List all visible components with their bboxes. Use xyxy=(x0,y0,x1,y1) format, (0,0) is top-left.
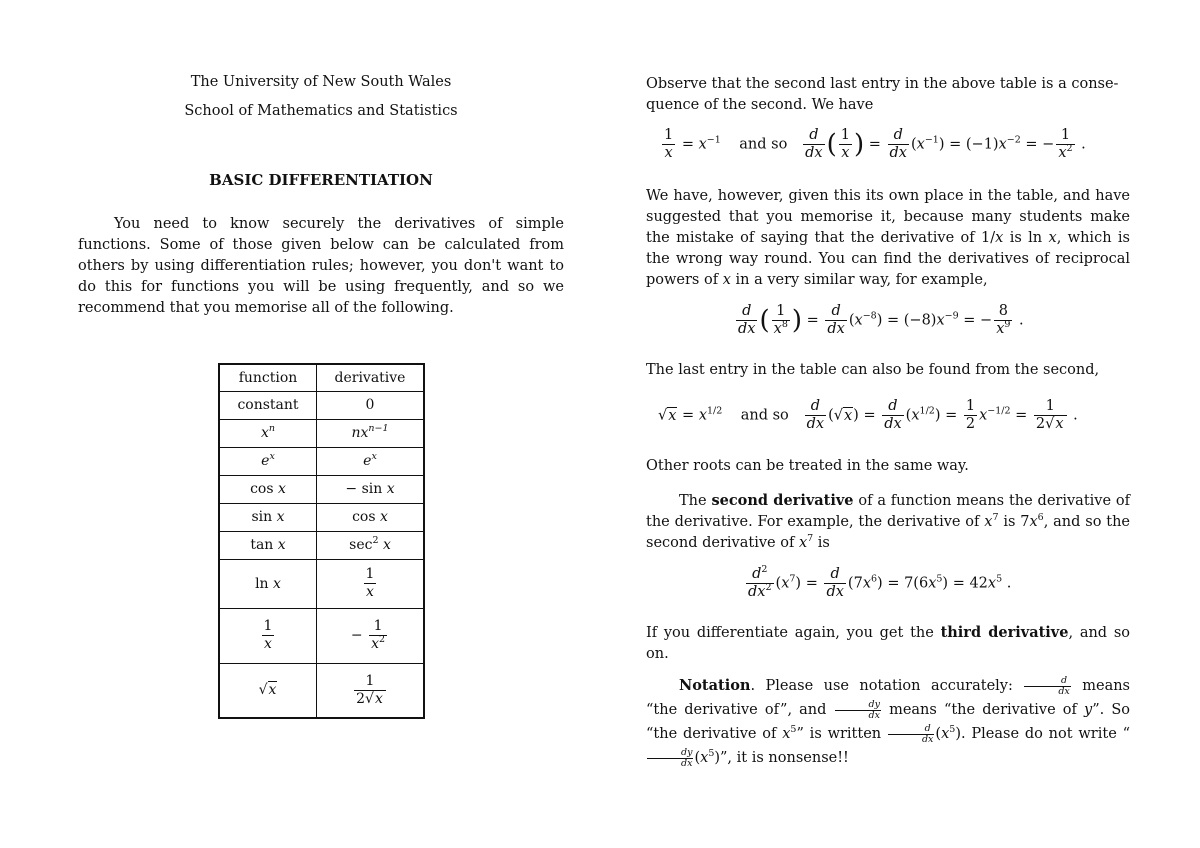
paragraph-other-roots: Other roots can be treated in the same way. xyxy=(646,458,969,474)
school-name: School of Mathematics and Statistics xyxy=(184,103,458,119)
table-cell: 0 xyxy=(317,391,425,419)
table-cell: $e^x$ xyxy=(317,447,425,475)
table-cell: $\sec^2 x$ xyxy=(317,531,425,559)
table-cell: $nx^{n-1}$ xyxy=(317,419,425,447)
and-so-text: and so xyxy=(739,136,788,153)
table-cell: sin x xyxy=(219,503,317,531)
intro-paragraph: You need to know securely the derivatives of simple functions. Some of those given below can be calculated from others by using differentiation rules; however, you don't want to do this for functions you will be using frequently, and so we recommend that you memorise all of the following. xyxy=(78,216,564,316)
page-title: BASIC DIFFERENTIATION xyxy=(209,171,433,189)
table-cell: − sin x xyxy=(317,475,425,503)
term-notation: Notation xyxy=(679,677,751,694)
table-cell: constant xyxy=(219,391,317,419)
table-cell: cos x xyxy=(219,475,317,503)
term-second-derivative: second derivative xyxy=(711,492,854,509)
paragraph-observe: Observe that the second last entry in the above table is a conse- quence of the second. We have xyxy=(646,76,1119,113)
table-cell: $\frac{1}{x}$ xyxy=(317,559,425,608)
table-cell: $\frac{1}{2√x}$ xyxy=(317,663,425,718)
paragraph-third-derivative: If you differentiate again, you get the third derivative, and so on. xyxy=(646,624,1130,662)
table-cell: − $\frac{1}{x^2}$ xyxy=(317,608,425,663)
term-third-derivative: third derivative xyxy=(940,624,1069,641)
equation-sqrt: $√x = x^{1/2}$ and so $\frac{d}{dx}$ (√x) = $\frac{d}{dx}$ $(x^{1/2})$ = $\frac{1}{2}$ $x^{-1/2}$ = $\frac{1}{2√x}$ . xyxy=(658,398,1078,432)
university-name: The University of New South Wales xyxy=(190,74,452,90)
table-cell: tan x xyxy=(219,531,317,559)
nonsense-text: nonsense!! xyxy=(768,750,849,766)
paragraph-second-derivative: The second derivative of a function means the derivative of the derivative. For example, the derivative of $x^7$ is $7x^6$, and so the second derivative of $x^7$ is xyxy=(646,492,1131,551)
table-cell: $\frac{1}{x}$ xyxy=(219,608,317,663)
table-cell: √x xyxy=(219,663,317,718)
table-cell: ln x xyxy=(219,559,317,608)
derivatives-table xyxy=(218,363,425,719)
equation-reciprocal-power: $\frac{d}{dx}$ ( $\frac{1}{x^8}$ ) = $\frac{d}{dx}$ $(x^{-8}) = (-8)x^{-9}$ = − $\frac{8}{x^9}$ . xyxy=(738,303,1024,337)
paragraph-notation: Notation. Please use notation accurately: $\frac{d}{dx}$ means “the derivative of”, and $\frac{dy}{dx}$ means “the derivative of y”. So “the derivative of $x^5$” is written $\frac{d}{dx}$ $(x^5)$. Please do not write “ $\frac{dy}{dx}$ $(x^5)$”, it is nonsense!! xyxy=(646,674,1131,769)
equation-second-derivative: $\frac{d^2}{dx^2}$ $(x^7)$ = $\frac{d}{dx}$ $(7x^6) = 7(6x^5) = 42x^5$ . xyxy=(748,564,1012,600)
table-header-function: function xyxy=(219,364,317,391)
table-cell: $e^x$ xyxy=(219,447,317,475)
table-cell: cos x xyxy=(317,503,425,531)
and-so-text: and so xyxy=(740,407,789,424)
paragraph-last-entry: The last entry in the table can also be found from the second, xyxy=(646,362,1100,378)
table-header-derivative: derivative xyxy=(317,364,425,391)
equation-reciprocal: $\frac{1}{x}$ = $x^{-1}$ and so $\frac{d}{dx}$ ( $\frac{1}{x}$ ) = $\frac{d}{dx}$ $(x^{-1}) = (-1)x^{-2}$ = − $\frac{1}{x^2}$ . xyxy=(664,127,1086,161)
table-cell: $x^n$ xyxy=(219,419,317,447)
paragraph-however: We have, however, given this its own place in the table, and have suggested that you memorise it, because many students make the mistake of saying that the derivative of 1/x is ln x, which is the wrong way round. You can find the derivatives of reciprocal powers of x in a very similar way, for example, xyxy=(646,188,1130,288)
